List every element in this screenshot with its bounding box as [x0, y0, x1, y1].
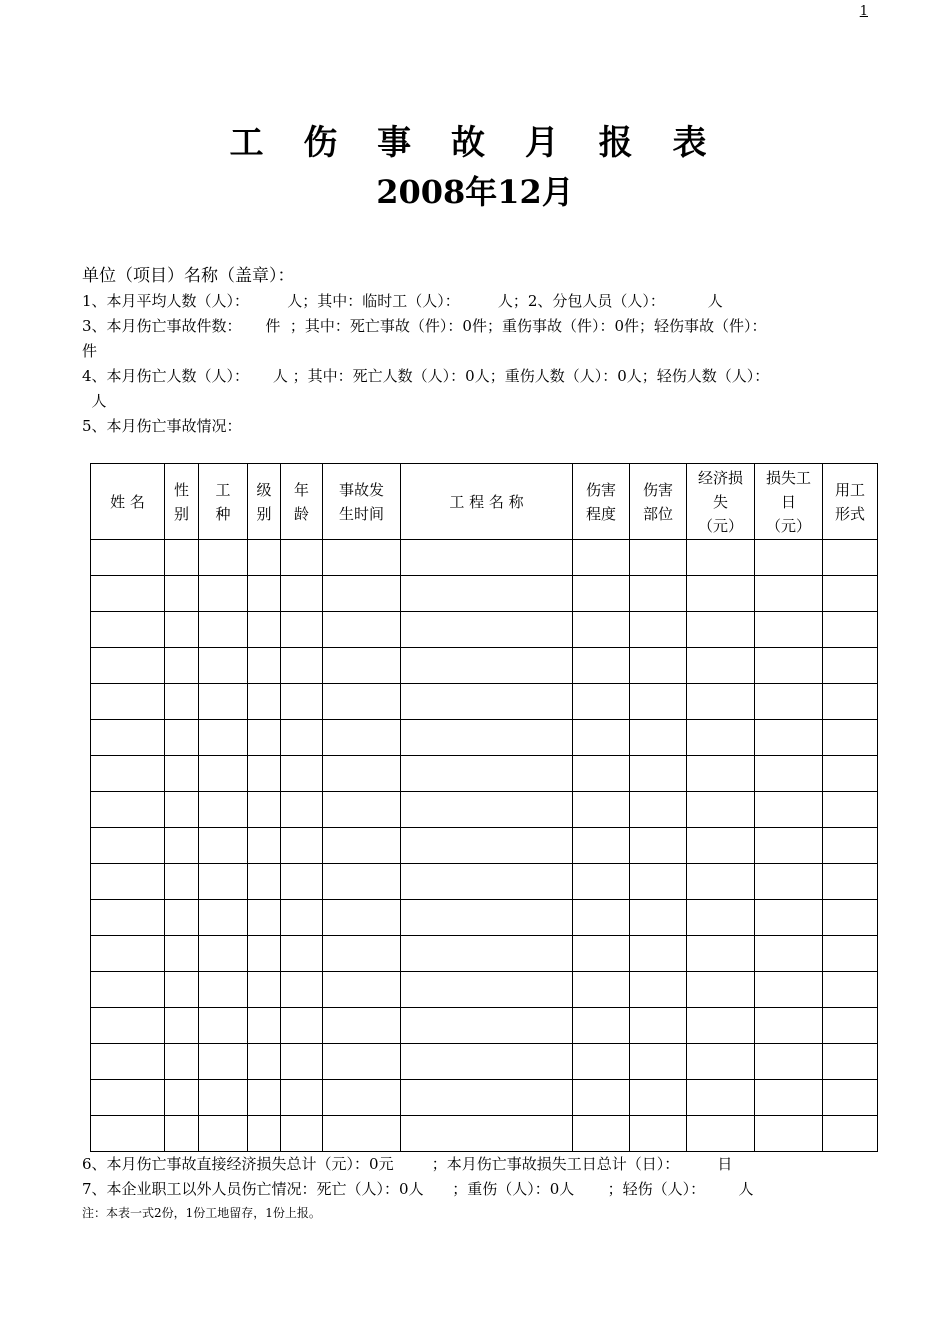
table-cell	[165, 972, 199, 1008]
table-cell	[630, 1080, 687, 1116]
table-cell	[755, 936, 823, 972]
table-cell	[323, 540, 401, 576]
table-row	[91, 1008, 878, 1044]
table-cell	[687, 864, 755, 900]
table-cell	[823, 540, 878, 576]
table-cell	[199, 612, 248, 648]
table-cell	[401, 1044, 573, 1080]
table-cell	[630, 1116, 687, 1152]
table-row	[91, 828, 878, 864]
table-cell	[823, 792, 878, 828]
total-loss-line: 6、本月伤亡事故直接经济损失总计（元）：0元 ；本月伤亡事故损失工日总计（日）： 日	[82, 1155, 733, 1173]
table-cell	[199, 900, 248, 936]
table-cell	[573, 612, 630, 648]
table-row	[91, 684, 878, 720]
table-cell	[281, 972, 323, 1008]
accident-count-line-cont: 件	[82, 342, 98, 360]
table-cell	[755, 612, 823, 648]
table-cell	[248, 1080, 281, 1116]
table-cell	[687, 576, 755, 612]
table-cell	[823, 756, 878, 792]
table-row	[91, 1044, 878, 1080]
table-row	[91, 792, 878, 828]
table-cell	[755, 576, 823, 612]
table-cell	[91, 1008, 165, 1044]
table-cell	[248, 576, 281, 612]
table-cell	[199, 1080, 248, 1116]
table-cell	[91, 720, 165, 756]
table-cell	[755, 648, 823, 684]
table-cell	[401, 972, 573, 1008]
table-cell	[199, 1116, 248, 1152]
table-cell	[755, 828, 823, 864]
table-cell	[823, 1080, 878, 1116]
table-body	[91, 540, 878, 1152]
casualty-count-line: 4、本月伤亡人数（人）： 人 ；其中：死亡人数（人）：0人；重伤人数（人）：0人；轻伤人数（人）：	[82, 367, 770, 385]
unit-name-line: 单位（项目）名称（盖章）：	[82, 266, 295, 286]
table-cell	[165, 684, 199, 720]
table-cell	[248, 1044, 281, 1080]
table-cell	[573, 648, 630, 684]
average-staff-line: 1、本月平均人数（人）： 人；其中：临时工（人）： 人；2、分包人员（人）： 人	[82, 292, 723, 310]
table-cell	[630, 1008, 687, 1044]
table-cell	[248, 684, 281, 720]
table-cell	[323, 756, 401, 792]
accident-table	[90, 463, 878, 1152]
table-cell	[91, 1116, 165, 1152]
table-cell	[281, 648, 323, 684]
table-cell	[91, 828, 165, 864]
table-cell	[755, 1116, 823, 1152]
table-cell	[755, 720, 823, 756]
footnote: 注：本表一式2份，1份工地留存，1份上报。	[82, 1206, 321, 1220]
table-cell	[199, 828, 248, 864]
table-cell	[401, 1080, 573, 1116]
table-cell	[687, 1008, 755, 1044]
table-cell	[573, 1116, 630, 1152]
table-cell	[823, 720, 878, 756]
table-cell	[401, 1008, 573, 1044]
table-cell	[573, 828, 630, 864]
casualty-count-line-cont: 人	[82, 392, 107, 410]
table-cell	[687, 936, 755, 972]
table-cell	[630, 540, 687, 576]
table-cell	[630, 828, 687, 864]
table-cell	[687, 900, 755, 936]
table-cell	[687, 756, 755, 792]
table-cell	[755, 864, 823, 900]
table-cell	[248, 612, 281, 648]
header-lost-workdays: 损失工 日 （元）	[755, 464, 823, 540]
header-economic-loss: 经济损 失 （元）	[687, 464, 755, 540]
table-cell	[199, 1008, 248, 1044]
header-job-type: 工 种	[199, 464, 248, 540]
table-cell	[630, 936, 687, 972]
table-cell	[755, 1008, 823, 1044]
table-cell	[165, 756, 199, 792]
header-age: 年 龄	[281, 464, 323, 540]
table-cell	[823, 900, 878, 936]
table-cell	[755, 1080, 823, 1116]
table-cell	[248, 900, 281, 936]
table-cell	[199, 864, 248, 900]
table-cell	[248, 648, 281, 684]
table-cell	[323, 648, 401, 684]
table-cell	[323, 684, 401, 720]
table-cell	[199, 684, 248, 720]
table-cell	[248, 1008, 281, 1044]
table-cell	[823, 828, 878, 864]
table-cell	[199, 648, 248, 684]
table-cell	[401, 720, 573, 756]
table-row	[91, 1080, 878, 1116]
table-cell	[281, 684, 323, 720]
table-cell	[823, 972, 878, 1008]
table-cell	[91, 936, 165, 972]
document-subtitle: 2008年12月	[376, 173, 574, 211]
header-injury-severity: 伤害 程度	[573, 464, 630, 540]
table-cell	[281, 792, 323, 828]
table-cell	[573, 864, 630, 900]
header-project-name: 工 程 名 称	[401, 464, 573, 540]
table-cell	[323, 864, 401, 900]
table-cell	[248, 828, 281, 864]
table-row	[91, 1116, 878, 1152]
table-cell	[91, 900, 165, 936]
table-cell	[323, 936, 401, 972]
table-cell	[248, 936, 281, 972]
table-cell	[165, 828, 199, 864]
table-cell	[165, 1116, 199, 1152]
table-cell	[823, 684, 878, 720]
table-cell	[573, 540, 630, 576]
table-cell	[573, 792, 630, 828]
table-cell	[91, 792, 165, 828]
table-cell	[630, 792, 687, 828]
table-cell	[687, 648, 755, 684]
table-cell	[755, 1044, 823, 1080]
table-cell	[165, 900, 199, 936]
table-cell	[323, 792, 401, 828]
table-cell	[323, 720, 401, 756]
table-cell	[823, 648, 878, 684]
table-cell	[323, 972, 401, 1008]
table-cell	[281, 1080, 323, 1116]
table-cell	[401, 864, 573, 900]
table-cell	[281, 720, 323, 756]
table-row	[91, 612, 878, 648]
table-row	[91, 648, 878, 684]
table-cell	[91, 540, 165, 576]
table-cell	[165, 576, 199, 612]
info-section	[82, 264, 882, 439]
table-cell	[165, 540, 199, 576]
table-cell	[199, 720, 248, 756]
table-cell	[630, 576, 687, 612]
table-cell	[248, 864, 281, 900]
table-cell	[573, 1008, 630, 1044]
table-cell	[573, 936, 630, 972]
table-cell	[823, 1008, 878, 1044]
table-cell	[281, 1116, 323, 1152]
table-cell	[687, 1044, 755, 1080]
table-cell	[323, 828, 401, 864]
table-cell	[687, 1080, 755, 1116]
table-cell	[248, 720, 281, 756]
table-cell	[281, 900, 323, 936]
table-row	[91, 900, 878, 936]
table-cell	[755, 540, 823, 576]
table-cell	[281, 540, 323, 576]
header-name: 姓 名	[91, 464, 165, 540]
header-injury-location: 伤害 部位	[630, 464, 687, 540]
table-cell	[248, 972, 281, 1008]
document-title: 工 伤 事 故 月 报 表	[229, 123, 721, 163]
table-cell	[573, 720, 630, 756]
table-cell	[199, 756, 248, 792]
table-cell	[91, 684, 165, 720]
table-cell	[165, 720, 199, 756]
table-cell	[199, 1044, 248, 1080]
table-cell	[199, 936, 248, 972]
header-employment-form: 用工 形式	[823, 464, 878, 540]
footer-section	[82, 1152, 902, 1224]
table-cell	[91, 972, 165, 1008]
accident-details-label: 5、本月伤亡事故情况：	[82, 417, 242, 435]
table-cell	[573, 684, 630, 720]
table-cell	[823, 1116, 878, 1152]
table-cell	[823, 936, 878, 972]
table-cell	[573, 1044, 630, 1080]
table-row	[91, 540, 878, 576]
table-cell	[323, 1008, 401, 1044]
table-cell	[281, 756, 323, 792]
table-cell	[248, 792, 281, 828]
table-cell	[281, 828, 323, 864]
table-cell	[401, 936, 573, 972]
table-cell	[401, 576, 573, 612]
table-cell	[687, 720, 755, 756]
table-cell	[91, 576, 165, 612]
table-cell	[755, 792, 823, 828]
header-accident-time: 事故发 生时间	[323, 464, 401, 540]
table-cell	[199, 576, 248, 612]
table-cell	[573, 756, 630, 792]
table-cell	[401, 1116, 573, 1152]
table-cell	[281, 576, 323, 612]
table-cell	[687, 828, 755, 864]
table-cell	[630, 612, 687, 648]
table-cell	[91, 648, 165, 684]
table-cell	[248, 1116, 281, 1152]
table-cell	[755, 900, 823, 936]
table-cell	[823, 1044, 878, 1080]
table-row	[91, 720, 878, 756]
table-cell	[630, 1044, 687, 1080]
table-cell	[165, 864, 199, 900]
table-cell	[755, 684, 823, 720]
table-cell	[91, 612, 165, 648]
header-grade: 级 别	[248, 464, 281, 540]
table-cell	[323, 1080, 401, 1116]
table-cell	[401, 612, 573, 648]
table-cell	[91, 756, 165, 792]
table-cell	[687, 684, 755, 720]
table-cell	[199, 792, 248, 828]
table-cell	[323, 1044, 401, 1080]
table-cell	[823, 612, 878, 648]
accident-count-line: 3、本月伤亡事故件数： 件 ；其中：死亡事故（件）：0件；重伤事故（件）：0件；轻伤事故（件）：	[82, 317, 767, 335]
table-cell	[323, 1116, 401, 1152]
table-cell	[755, 972, 823, 1008]
table-cell	[630, 972, 687, 1008]
table-cell	[630, 756, 687, 792]
table-cell	[323, 612, 401, 648]
table-cell	[630, 648, 687, 684]
table-row	[91, 864, 878, 900]
table-cell	[199, 540, 248, 576]
table-cell	[573, 576, 630, 612]
table-cell	[199, 972, 248, 1008]
table-cell	[401, 648, 573, 684]
table-cell	[165, 1008, 199, 1044]
table-row	[91, 972, 878, 1008]
table-cell	[573, 900, 630, 936]
table-cell	[630, 684, 687, 720]
table-cell	[401, 792, 573, 828]
table-cell	[165, 612, 199, 648]
table-cell	[281, 864, 323, 900]
table-cell	[687, 1116, 755, 1152]
table-cell	[281, 612, 323, 648]
table-cell	[91, 1080, 165, 1116]
table-cell	[687, 612, 755, 648]
table-cell	[281, 1008, 323, 1044]
external-casualty-line: 7、本企业职工以外人员伤亡情况：死亡（人）：0人 ；重伤（人）：0人 ；轻伤（人）： 人	[82, 1180, 754, 1198]
table-cell	[401, 540, 573, 576]
header-gender: 性 别	[165, 464, 199, 540]
table-cell	[687, 972, 755, 1008]
table-cell	[687, 792, 755, 828]
table-cell	[281, 1044, 323, 1080]
table-cell	[248, 756, 281, 792]
table-cell	[630, 864, 687, 900]
table-cell	[401, 684, 573, 720]
table-header-row	[91, 464, 878, 540]
table-cell	[165, 1044, 199, 1080]
table-cell	[248, 540, 281, 576]
table-cell	[323, 900, 401, 936]
table-cell	[165, 648, 199, 684]
table-cell	[630, 900, 687, 936]
table-row	[91, 756, 878, 792]
table-cell	[165, 936, 199, 972]
table-cell	[401, 900, 573, 936]
table-cell	[401, 756, 573, 792]
table-cell	[281, 936, 323, 972]
table-cell	[91, 864, 165, 900]
table-cell	[91, 1044, 165, 1080]
table-cell	[573, 1080, 630, 1116]
table-cell	[323, 576, 401, 612]
table-cell	[630, 720, 687, 756]
table-cell	[165, 1080, 199, 1116]
table-cell	[823, 864, 878, 900]
page-number: 1	[859, 4, 868, 19]
table-cell	[165, 792, 199, 828]
table-cell	[573, 972, 630, 1008]
table-row	[91, 576, 878, 612]
table-cell	[755, 756, 823, 792]
table-row	[91, 936, 878, 972]
table-cell	[687, 540, 755, 576]
table-cell	[401, 828, 573, 864]
table-cell	[823, 576, 878, 612]
